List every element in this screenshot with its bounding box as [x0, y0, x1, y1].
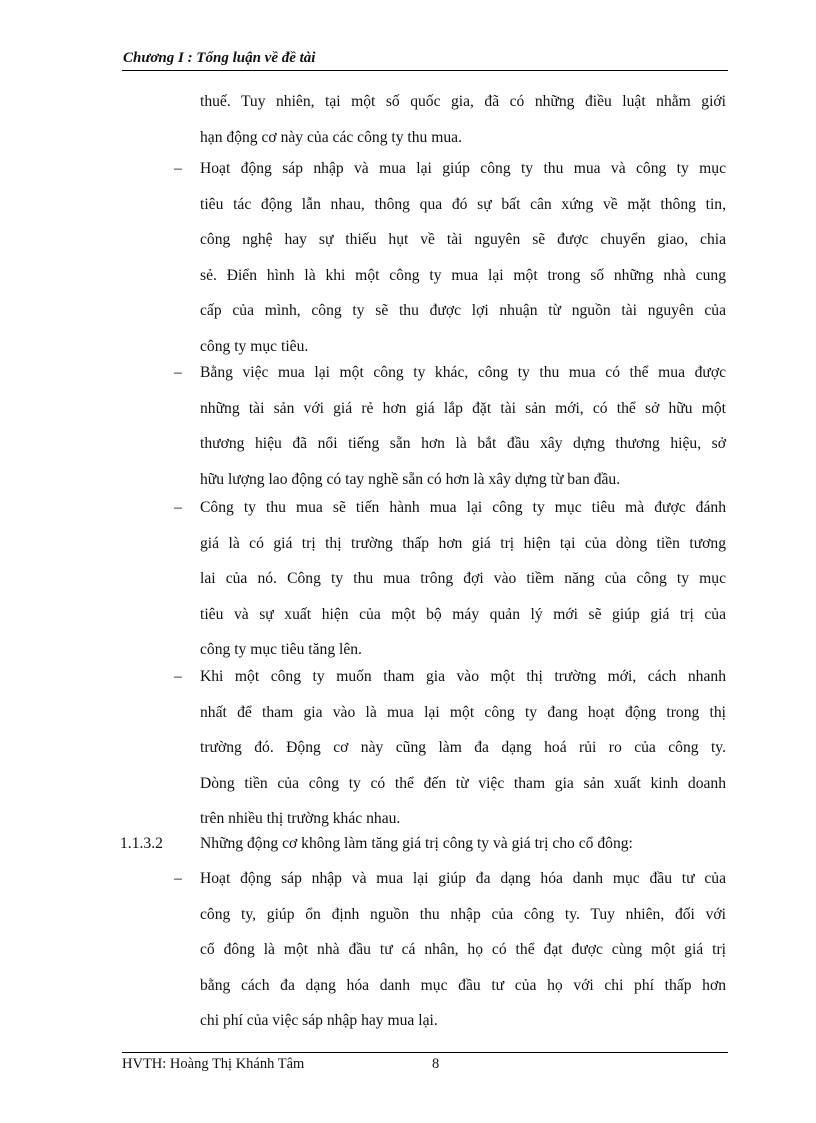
- section-number: 1.1.3.2: [120, 835, 163, 852]
- bullet-dash: –: [174, 499, 182, 516]
- bullet-paragraph: [200, 490, 726, 668]
- footer-author: HVTH: Hoàng Thị Khánh Tâm: [122, 1056, 305, 1072]
- text-line: công ty mục tiêu tăng lên.: [200, 641, 362, 658]
- text-line: cổ đông là một nhà đầu tư cá nhân, họ có thể đạt được cùng một giá trị: [200, 941, 726, 958]
- text-line: thuế. Tuy nhiên, tại một số quốc gia, đã có những điều luật nhằm giới: [200, 93, 726, 110]
- text-line: trên nhiều thị trường khác nhau.: [200, 810, 401, 827]
- text-line: cấp của mình, công ty sẽ thu được lợi nhuận từ nguồn tài nguyên của: [200, 302, 726, 319]
- text-line: nhất để tham gia vào là mua lại một công ty đang hoạt động trong thị: [200, 703, 726, 721]
- text-line: Công ty thu mua sẽ tiến hành mua lại công ty mục tiêu mà được đánh: [200, 499, 726, 516]
- text-line: lai của nó. Công ty thu mua trông đợi vào tiềm năng của công ty mục: [200, 570, 726, 587]
- bullet-dash: –: [174, 364, 182, 381]
- text-line: Dòng tiền của công ty có thể đến từ việc tham gia sản xuất kinh doanh: [200, 774, 726, 792]
- text-line: giá là có giá trị thị trường thấp hơn giá trị hiện tại của dòng tiền tương: [200, 534, 726, 552]
- text-line: hữu lượng lao động có tay nghề sẵn có hơn là xây dựng từ ban đầu.: [200, 470, 621, 488]
- page-number: 8: [432, 1056, 440, 1072]
- header-divider: [122, 70, 728, 71]
- bullet-paragraph: [200, 861, 726, 1039]
- text-line: bằng cách đa dạng hóa danh mục đầu tư của họ với chi phí thấp hơn: [200, 976, 726, 994]
- text-line: tiêu tác động lẫn nhau, thông qua đó sự bất cân xứng về mặt thông tin,: [200, 195, 726, 213]
- text-line: những tài sản với giá rẻ hơn giá lắp đặt tài sản mới, có thể sở hữu một: [200, 399, 726, 417]
- text-line: hạn động cơ này của các công ty thu mua.: [200, 128, 462, 146]
- text-line: chi phí của việc sáp nhập hay mua lại.: [200, 1012, 438, 1029]
- text-line: trường đó. Động cơ này cũng làm đa dạng hoá rủi ro của công ty.: [200, 739, 726, 756]
- bullet-dash: –: [174, 668, 182, 685]
- section-title: Những động cơ không làm tăng giá trị công ty và giá trị cho cổ đông:: [200, 835, 633, 852]
- text-line: thương hiệu đã nổi tiếng sẵn hơn là bắt đầu xây dựng thương hiệu, sở: [200, 435, 726, 452]
- bullet-paragraph: [200, 151, 726, 364]
- text-line: Bằng việc mua lại một công ty khác, công ty thu mua có thể mua được: [200, 364, 726, 381]
- text-line: Khi một công ty muốn tham gia vào một thị trường mới, cách nhanh: [200, 668, 726, 685]
- continuation-paragraph: [200, 84, 726, 155]
- bullet-dash: –: [174, 870, 182, 887]
- footer-divider: [122, 1052, 728, 1053]
- text-line: sẻ. Điển hình là khi một công ty mua lại một trong số những nhà cung: [200, 266, 726, 284]
- text-line: công nghệ hay sự thiếu hụt về tài nguyên sẽ được chuyển giao, chia: [200, 231, 726, 248]
- bullet-paragraph: [200, 659, 726, 837]
- text-line: Hoạt động sáp nhập và mua lại giúp đa dạng hóa danh mục đầu tư của: [200, 870, 726, 887]
- text-line: tiêu và sự xuất hiện của một bộ máy quản lý mới sẽ giúp giá trị của: [200, 605, 726, 623]
- bullet-paragraph: [200, 355, 726, 497]
- bullet-dash: –: [174, 160, 182, 177]
- text-line: công ty, giúp ổn định nguồn thu nhập của công ty. Tuy nhiên, đối với: [200, 905, 726, 923]
- chapter-title: Chương I : Tổng luận về đề tài: [123, 50, 316, 66]
- text-line: công ty mục tiêu.: [200, 337, 309, 355]
- text-line: Hoạt động sáp nhập và mua lại giúp công ty thu mua và công ty mục: [200, 160, 726, 177]
